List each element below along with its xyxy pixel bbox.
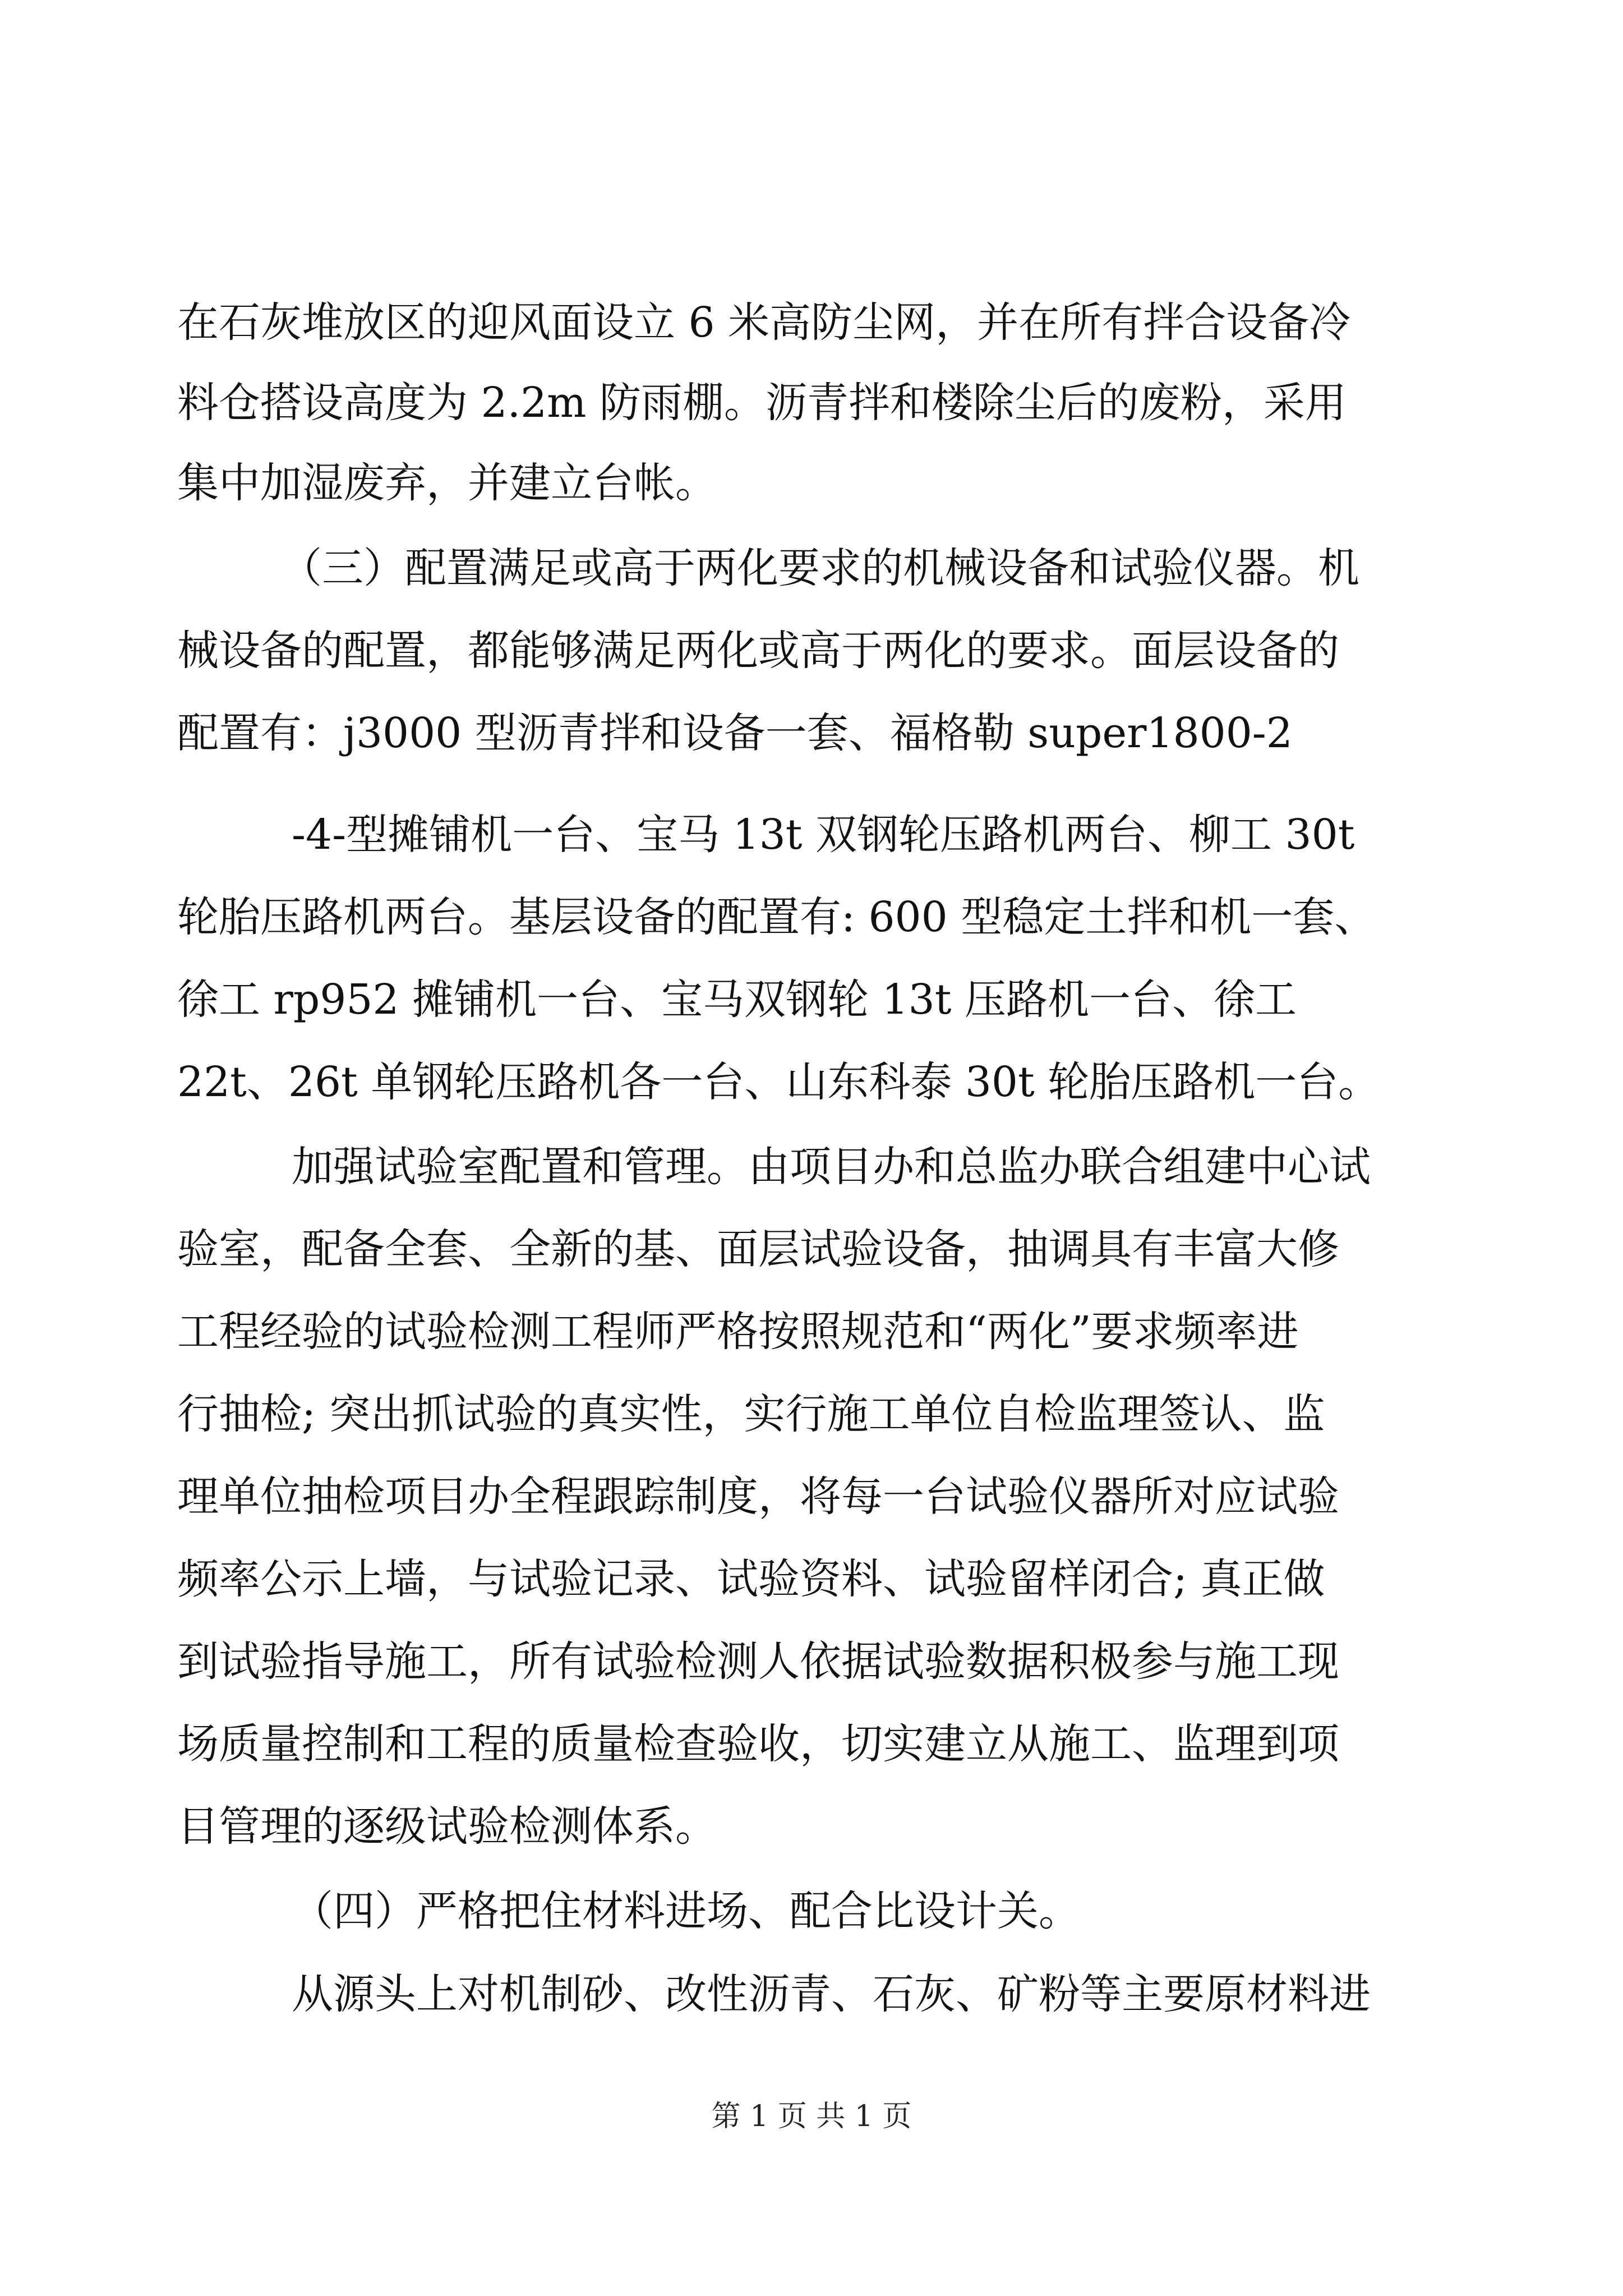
text-line-content: -4-型摊铺机一台、宝马 13t 双钢轮压路机两台、柳工 30t	[292, 811, 1355, 859]
text-line-content: 在石灰堆放区的迎风面设立 6 米高防尘网，并在所有拌合设备冷	[177, 298, 1351, 347]
text-line-content: 目管理的逐级试验检测体系。	[177, 1802, 717, 1851]
text-line-content: 频率公示上墙，与试验记录、试验资料、试验留样闭合; 真正做	[177, 1555, 1325, 1603]
text-line-content: 加强试验室配置和管理。由项目办和总监办联合组建中心试	[292, 1143, 1371, 1191]
text-line-content: 轮胎压路机两台。基层设备的配置有: 600 型稳定土拌和机一套、	[177, 893, 1376, 941]
text-line-content: 集中加湿废弃，并建立台帐。	[177, 459, 717, 507]
text-line-content: 到试验指导施工，所有试验检测人依据试验数据积极参与施工现	[177, 1637, 1339, 1686]
text-line-content: 验室，配备全套、全新的基、面层试验设备，抽调具有丰富大修	[177, 1225, 1339, 1273]
text-line-content: 工程经验的试验检测工程师严格按照规范和“两化”要求频率进	[177, 1308, 1299, 1356]
text-line-content: 徐工 rp952 摊铺机一台、宝马双钢轮 13t 压路机一台、徐工	[177, 976, 1297, 1024]
text-line-content: （四）严格把住材料进场、配合比设计关。	[292, 1887, 1080, 1935]
text-line-content: 场质量控制和工程的质量检查验收，切实建立从施工、监理到项	[177, 1720, 1339, 1768]
page-footer: 第 1 页 共 1 页	[711, 2100, 912, 2133]
text-line-content: 理单位抽检项目办全程跟踪制度，将每一台试验仪器所对应试验	[177, 1473, 1339, 1521]
text-line-content: 配置有：j3000 型沥青拌和设备一套、福格勒 super1800-2	[177, 709, 1293, 757]
text-line-content: 料仓搭设高度为 2.2m 防雨棚。沥青拌和楼除尘后的废粉，采用	[177, 379, 1347, 427]
text-line-content: 从源头上对机制砂、改性沥青、石灰、矿粉等主要原材料进	[292, 1970, 1371, 2018]
text-line-content: 械设备的配置，都能够满足两化或高于两化的要求。面层设备的	[177, 627, 1339, 675]
text-line-content: 行抽检; 突出抓试验的真实性，实行施工单位自检监理签认、监	[177, 1390, 1325, 1438]
text-line-content: （三）配置满足或高于两化要求的机械设备和试验仪器。机	[280, 544, 1359, 592]
text-line-content: 22t、26t 单钢轮压路机各一台、山东科泰 30t 轮胎压路机一台。	[177, 1058, 1380, 1106]
